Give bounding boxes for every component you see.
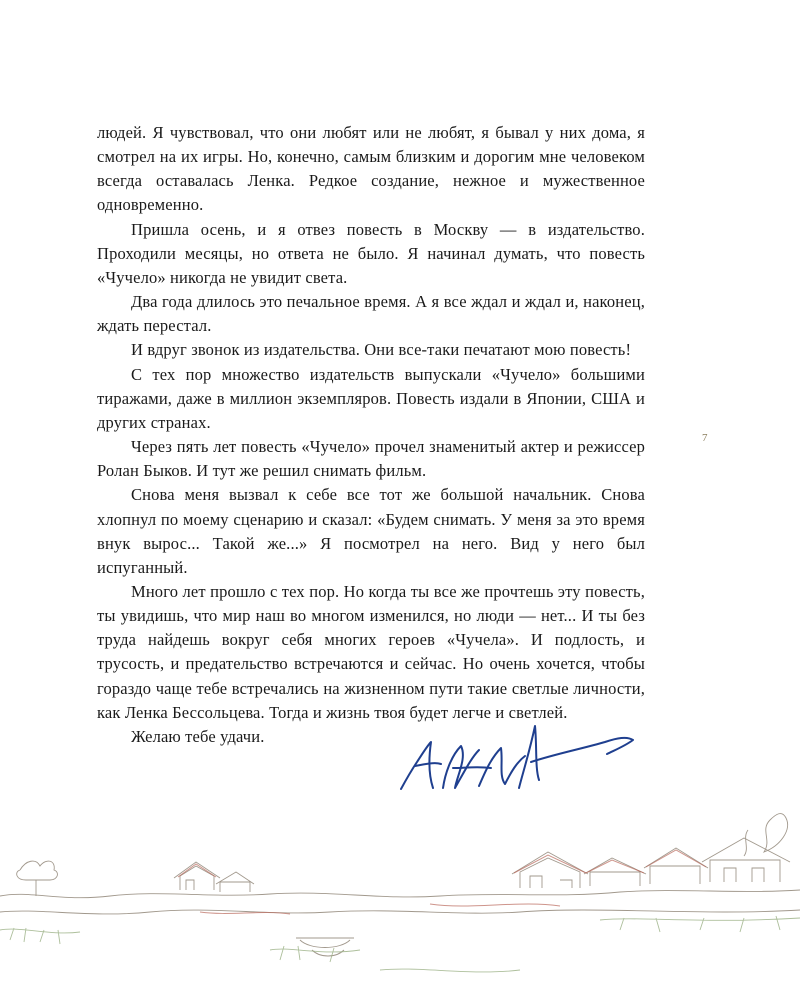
village-landscape-illustration — [0, 800, 800, 1000]
author-signature — [395, 718, 640, 800]
paragraph-6: Через пять лет повесть «Чучело» прочел знаменитый актер и режиссер Ролан Быков. И тут же решил снимать фильм. — [97, 437, 645, 481]
paragraph-2: Пришла осень, и я отвез повесть в Москву — в издательство. Проходили месяцы, но ответа не было. Я начинал думать, что повесть «Чучело» никогда не увидит света. — [97, 219, 645, 287]
page-number: 7 — [702, 432, 708, 444]
body-text — [97, 121, 645, 749]
paragraph-8: Много лет прошло с тех пор. Но когда ты все же прочтешь эту повесть, ты увидишь, что мир наш во многом изменился, но люди — нет... И ты без труда найдешь вокруг себя многих героев «Чучела». И подлость, и трусость, и предательство встречаются и сейчас. Но очень хочется, чтобы гораздо чаще тебе встречались на жизненном пути такие светлые личности, как Ленка Бессольцева. Тогда и жизнь твоя будет легче и светлей. — [97, 581, 645, 722]
paragraph-5: С тех пор множество издательств выпускали «Чучело» большими тиражами, даже в миллион экземпляров. Повесть издали в Японии, США и других странах. — [97, 364, 645, 432]
paragraph-9: Желаю тебе удачи. — [131, 726, 265, 746]
paragraph-4: И вдруг звонок из издательства. Они все-таки печатают мою повесть! — [131, 340, 632, 360]
paragraph-7: Снова меня вызвал к себе все тот же большой начальник. Снова хлопнул по моему сценарию и сказал: «Будем снимать. У меня за это время внук вырос... Такой же...» Я посмотрел на него. Вид у него был испуганный. — [97, 485, 645, 577]
paragraph-1: людей. Я чувствовал, что они любят или не любят, я бывал у них дома, я смотрел на их игры. Но, конечно, самым близким и дорогим мне человеком всегда оставалась Ленка. Редкое создание, нежное и мужественное одновременно. — [97, 123, 645, 215]
paragraph-3: Два года длилось это печальное время. А я все ждал и ждал и, наконец, ждать перестал. — [97, 292, 645, 336]
